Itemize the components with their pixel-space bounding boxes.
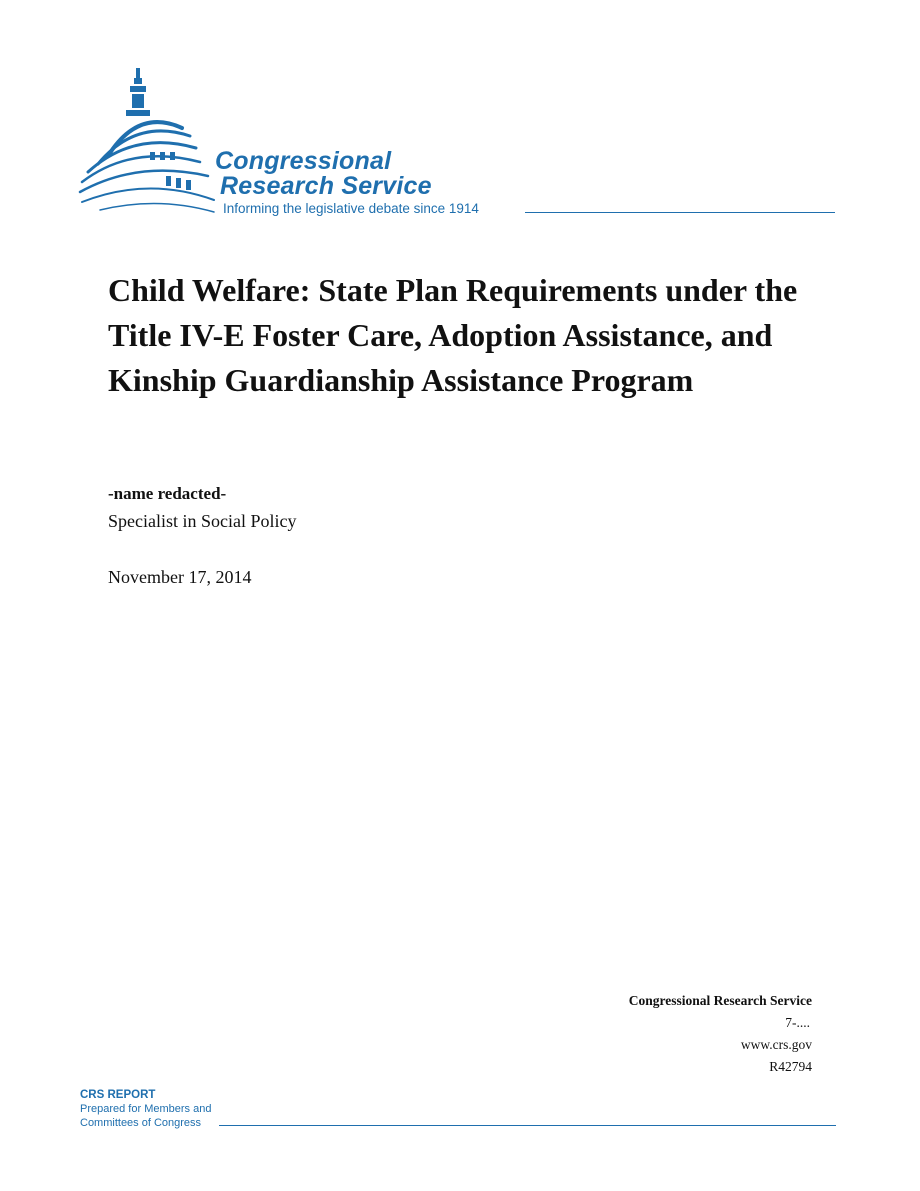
document-title: Child Welfare: State Plan Requirements under the Title IV-E Foster Care, Adoption Assistance, and Kinship Guardianship Assistance Program — [108, 272, 798, 398]
tagline-divider — [525, 212, 835, 213]
publisher-name: Congressional Research Service — [628, 993, 812, 1008]
org-name-line1: Congressional — [215, 147, 392, 175]
capitol-dome-icon — [78, 64, 218, 224]
report-footer — [80, 1088, 211, 1130]
prepared-line-2: Committees of Congress — [80, 1117, 202, 1129]
report-number: R42794 — [769, 1059, 812, 1074]
crs-logo — [78, 64, 838, 224]
publication-date: November 17, 2014 — [108, 567, 252, 587]
org-name-line2: Research Service — [220, 172, 432, 200]
footer-divider — [219, 1125, 836, 1126]
author-role: Specialist in Social Policy — [108, 511, 297, 531]
author-name: -name redacted- — [108, 484, 227, 503]
report-label: CRS REPORT — [80, 1089, 156, 1101]
publisher-website: www.crs.gov — [740, 1037, 812, 1052]
org-tagline: Informing the legislative debate since 1914 — [223, 201, 479, 216]
publisher-block — [629, 990, 812, 1078]
prepared-line-1: Prepared for Members and — [80, 1103, 212, 1115]
publisher-code: 7-.... — [785, 1015, 810, 1030]
